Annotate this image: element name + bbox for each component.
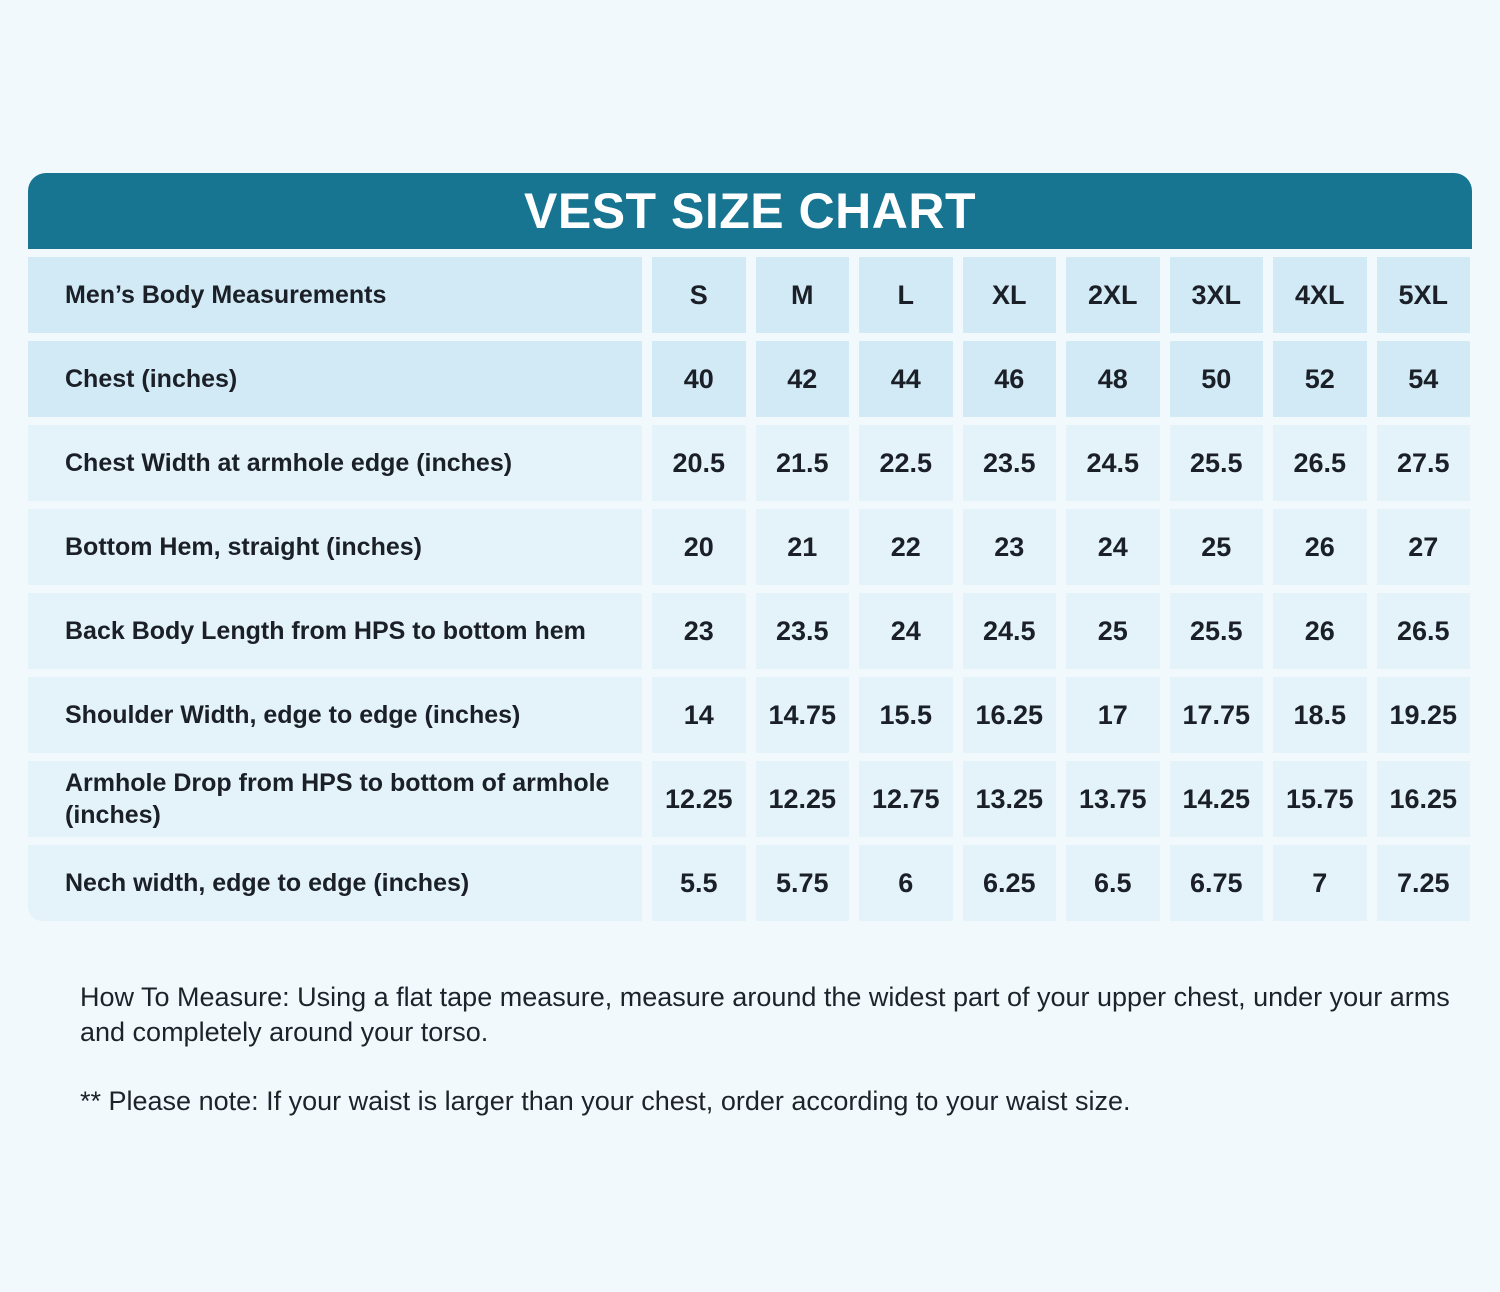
measurement-value: 16.25	[1377, 761, 1471, 837]
size-header-cell: 5XL	[1377, 257, 1471, 333]
measurement-label: Nech width, edge to edge (inches)	[28, 845, 642, 921]
measurement-value: 17	[1066, 677, 1160, 753]
measurement-value: 6.75	[1170, 845, 1264, 921]
measurement-value: 12.75	[859, 761, 953, 837]
measurement-value: 12.25	[756, 761, 850, 837]
measurement-value: 16.25	[963, 677, 1057, 753]
measurement-value: 27	[1377, 509, 1471, 585]
measurement-value: 23	[652, 593, 746, 669]
measurement-value: 12.25	[652, 761, 746, 837]
measurement-value: 26.5	[1377, 593, 1471, 669]
size-header-cell: 2XL	[1066, 257, 1160, 333]
measurement-value: 23	[963, 509, 1057, 585]
measurement-value: 50	[1170, 341, 1264, 417]
size-header-cell: L	[859, 257, 953, 333]
measurement-value: 7.25	[1377, 845, 1471, 921]
measurement-value: 22.5	[859, 425, 953, 501]
measurement-value: 14	[652, 677, 746, 753]
measurement-value: 20.5	[652, 425, 746, 501]
header-label-cell: Men’s Body Measurements	[28, 257, 642, 333]
chart-header	[28, 173, 1472, 249]
size-header-cell: 3XL	[1170, 257, 1264, 333]
measurement-value: 23.5	[963, 425, 1057, 501]
measurement-value: 5.5	[652, 845, 746, 921]
measurement-value: 48	[1066, 341, 1160, 417]
measurement-value: 24.5	[1066, 425, 1160, 501]
measurement-value: 13.25	[963, 761, 1057, 837]
measurement-value: 54	[1377, 341, 1471, 417]
measurement-value: 6.5	[1066, 845, 1160, 921]
measurement-value: 46	[963, 341, 1057, 417]
measurement-label: Chest (inches)	[28, 341, 642, 417]
measurement-value: 7	[1273, 845, 1367, 921]
measurement-value: 20	[652, 509, 746, 585]
measurement-label: Armhole Drop from HPS to bottom of armhole (inches)	[28, 761, 642, 837]
measurement-label: Shoulder Width, edge to edge (inches)	[28, 677, 642, 753]
measurement-value: 6.25	[963, 845, 1057, 921]
measurement-value: 21.5	[756, 425, 850, 501]
measurement-value: 25	[1066, 593, 1160, 669]
measurement-value: 40	[652, 341, 746, 417]
please-note: ** Please note: If your waist is larger than your chest, order according to your waist size.	[80, 1086, 1131, 1116]
measurement-value: 26.5	[1273, 425, 1367, 501]
measurement-value: 19.25	[1377, 677, 1471, 753]
measurement-value: 22	[859, 509, 953, 585]
measurement-value: 17.75	[1170, 677, 1264, 753]
measurement-value: 25.5	[1170, 593, 1264, 669]
size-table	[28, 257, 1472, 921]
size-chart	[28, 173, 1472, 921]
measurement-value: 42	[756, 341, 850, 417]
measurement-value: 44	[859, 341, 953, 417]
measurement-value: 15.75	[1273, 761, 1367, 837]
measurement-value: 24	[1066, 509, 1160, 585]
measurement-label: Chest Width at armhole edge (inches)	[28, 425, 642, 501]
measurement-value: 25.5	[1170, 425, 1264, 501]
measurement-label: Back Body Length from HPS to bottom hem	[28, 593, 642, 669]
measurement-value: 5.75	[756, 845, 850, 921]
size-header-cell: M	[756, 257, 850, 333]
size-header-cell: S	[652, 257, 746, 333]
measurement-value: 21	[756, 509, 850, 585]
chart-title: VEST SIZE CHART	[524, 183, 976, 239]
size-header-cell: 4XL	[1273, 257, 1367, 333]
measurement-value: 25	[1170, 509, 1264, 585]
measurement-label: Bottom Hem, straight (inches)	[28, 509, 642, 585]
measurement-value: 6	[859, 845, 953, 921]
measurement-value: 26	[1273, 509, 1367, 585]
measurement-value: 24.5	[963, 593, 1057, 669]
measurement-value: 14.25	[1170, 761, 1264, 837]
measurement-value: 27.5	[1377, 425, 1471, 501]
measurement-value: 18.5	[1273, 677, 1367, 753]
measurement-value: 23.5	[756, 593, 850, 669]
how-to-measure-note: How To Measure: Using a flat tape measure, measure around the widest part of your upper chest, under your arms and completely around your torso.	[80, 982, 1450, 1047]
size-header-cell: XL	[963, 257, 1057, 333]
measurement-value: 15.5	[859, 677, 953, 753]
measurement-value: 52	[1273, 341, 1367, 417]
measurement-value: 13.75	[1066, 761, 1160, 837]
measurement-value: 24	[859, 593, 953, 669]
measurement-value: 14.75	[756, 677, 850, 753]
notes-section	[80, 980, 1460, 1119]
measurement-value: 26	[1273, 593, 1367, 669]
